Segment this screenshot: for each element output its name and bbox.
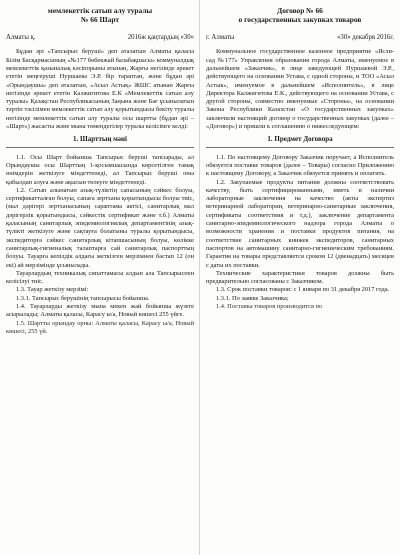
kazakh-title-line2: № 66 Шарт — [81, 15, 119, 25]
kazakh-p1311: 1.3.1. Тапсырыс берушінің тапсырысы бойынша. — [16, 294, 150, 302]
kazakh-section-title: 1. Шарттың мәні — [73, 135, 127, 144]
russian-section-rule — [206, 147, 394, 148]
russian-city: г. Алматы — [206, 34, 235, 42]
kazakh-p11: 1.1. Осы Шарт бойынша Тапсырыс беруші тапсырады, ал Орындаушы осы Шарттың 1-қосымшасында көрсетілген тамақ өнімдерін жеткізуге міндеттенеді, ал Тапсырыс беруші оны қабылдап алуға және ақысын төлеуге міндеттенеді. — [6, 153, 194, 186]
russian-p13: Технические характеристики товаров должны быть предварительно согласованы с Заказчиком. — [206, 269, 394, 286]
russian-column — [206, 6, 394, 311]
kazakh-p15: 1.5. Шартты орындау орны: Алматы қаласы, Карасу ы/а, Новый көшесі, 255 үй. — [6, 319, 194, 335]
russian-p14: 1.4. Поставка товаров производится по — [216, 303, 323, 311]
russian-section-body — [206, 154, 394, 312]
russian-p131: 1.3. Срок поставки товаров: с 1 января по 31 декабря 2017 года. — [216, 286, 390, 294]
russian-intro-paragraph: Коммунальное государственное казенное предприятие «Ясли-сад №177» Управления образования города Алматы, именуемое в дальнейшем «Заказчик», в лице заведующей Нуршаевой Э.Р., действующего на основании Устава, с одной стороны, и ТОО «Асыл Астык», именуемое в дальнейшем «Исполнитель», в лице Директора Калжигитова Е.К., действующего на основании Устава, с другой стороны, совместно именуемые «Стороны», на основании Закона Республики Казахстан «О государственных закупках» заключили настоящий договор о государственных закупках (далее – «Договор») и пришли к соглашению о нижеследующем: — [206, 48, 394, 131]
kazakh-p12: 1.2. Сатып алынатын азық-түліктің сапасының сәйкес болуы, сертификатталған болуы, сапаға зертхана қорытындысы болуы тиіс, (мал дәрігері зертханасының сараптама актісі, санитарлық мал дәрігерлік қорытындысы, сәйкестік сертификат және т.б.) Алматы қаласының санитарлық эпидемиологиялық департаментінің азық-түлікті жеткізуге және сақтауға болатыны туралы қорытындысы, экспедиторға сәйкес санитарлық кітапшасының болуы, көлікке санитарлық-гигиеналық талаптарға сай санитарлық паспорттың болуы. Тауарға кепілдік алдағы жеткізген мерзімнен бастап 12 (он екі) ай мерзімінде ұсынылады. — [6, 186, 194, 269]
kazakh-p131: 1.3. Тауар жеткізу мерзімі: — [16, 286, 89, 294]
kazakh-p14: 1.4. Тауарларды жеткізу мына мекен жай бойынша жүзеге асырылады; Алматы қаласы, Карасу ы/а, Новый көшесі 255 үйге. — [6, 303, 194, 319]
russian-meta-row — [206, 34, 394, 42]
russian-p12: 1.2. Закупаемые продукты питания должны соответствовать качеству, быть сертифицированными, иметь в наличии лабораторные заключения на качество (акты экспертиз ветеринарной лаборатории, ветеринарно-санитарные заключения, сертификаты соответствия и т.д.), заключение департамента санитарно-эпидемиологического надзора города Алматы о возможности хранения и поставки продуктов питания, на соответствие санитарных книжек экспедиторов, санитарных паспортов на автомашину санитарно-гигиеническим требованиям. Гарантия на товары представляется сроком 12 (двенадцать) месяцев с даты их поставки. — [206, 178, 394, 269]
russian-section-title: 1. Предмет Договора — [267, 135, 333, 144]
russian-title-line2: о государственных закупках товаров — [238, 15, 362, 25]
kazakh-meta-row — [6, 34, 194, 42]
kazakh-section-body — [6, 154, 194, 337]
kazakh-city: Алматы қ. — [6, 34, 36, 42]
kazakh-column — [6, 6, 194, 336]
russian-p1311: 1.3.1. По заявке Заказчика; — [216, 294, 289, 302]
kazakh-section-rule — [6, 147, 194, 148]
russian-date: «30» декабря 2016г. — [337, 34, 394, 42]
kazakh-title-line1: мемлекеттік сатып алу туралы — [47, 6, 153, 15]
kazakh-p13: Тауарлардың техникалық сипаттамасы алдын ала Тапсырыспен келісілуі тиіс. — [6, 269, 194, 286]
column-divider — [199, 0, 200, 555]
russian-title-line1: Договор № 66 — [277, 6, 323, 15]
russian-p11: 1.1. По настоящему Договору Заказчик поручает, а Исполнитель обязуется поставке товаров (далее – Товары) согласно Приложению к настоящему Договору, а Заказчик обязуется принять и оплатить. — [206, 153, 394, 178]
kazakh-intro-paragraph: Бұдан әрі «Тапсырыс беруші» деп аталатын Алматы қаласы Білім Басқармасының «№177 бөбекжай балабақшасы» коммуналдық мемлекеттік қазыналық кәсіпорыны атынан, Жарғы негізінде әрекет ететін меңгеруші Нуршаева Э.Р. бір тараптан, және бұдан әрі «Орындаушы» деп аталатын, «Асыл Астық» ЖШС атынан Жарғы негізінде әрекет ететін Калжигитова Е.К «Мемлекеттік сатып алу туралы» Қазақстан Республикасының Заңына және Бағ ұсынылатын тәртіп тәсілімен мемлекеттік сатып алу қорытындысы бекіту туралы негізінде мемлекеттік сатып алу туралы осы шартты (бұдан әрі – «Шарт») жасасты және мына төмендегілер туралы келісімге келді: — [6, 48, 194, 131]
kazakh-date: 2016ж қаңтардың «30» — [127, 34, 194, 42]
